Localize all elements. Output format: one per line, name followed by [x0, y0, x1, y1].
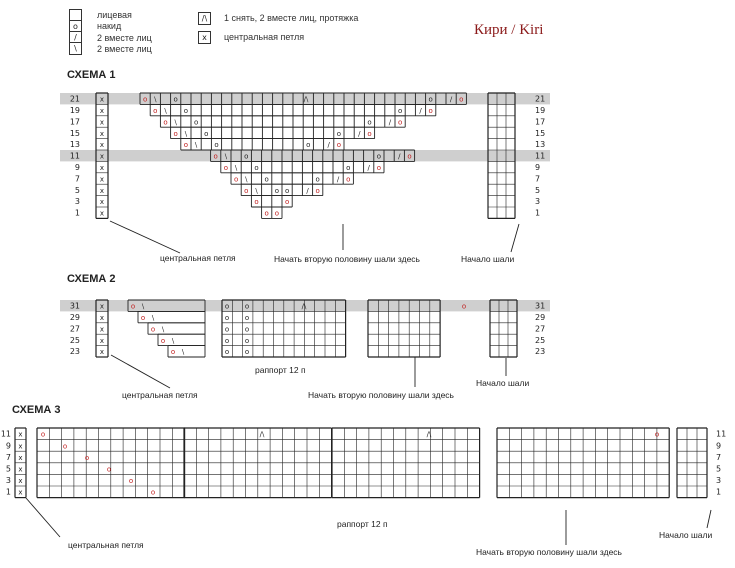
- stitch-symbol: o: [274, 209, 280, 218]
- stitch-symbol: x: [99, 325, 105, 334]
- stitch-symbol: o: [150, 325, 156, 334]
- scheme3-half-note: Начать вторую половину шали здесь: [476, 547, 622, 557]
- scheme1-row-number-right: 3: [535, 197, 541, 207]
- scheme2-half-note: Начать вторую половину шали здесь: [308, 390, 454, 400]
- stitch-symbol: o: [274, 186, 280, 195]
- scheme1-row-number-left: 5: [74, 185, 80, 195]
- stitch-symbol: /: [336, 175, 340, 184]
- stitch-symbol: x: [99, 95, 105, 104]
- stitch-symbol: x: [18, 430, 23, 439]
- stitch-symbol: o: [346, 163, 351, 172]
- legend-center-stitch-label: центральная петля: [224, 32, 305, 42]
- stitch-symbol: o: [428, 95, 433, 104]
- stitch-symbol: \: [181, 348, 185, 357]
- stitch-symbol: o: [193, 118, 199, 127]
- scheme1-row-number-left: 1: [74, 208, 80, 218]
- stitch-symbol: o: [376, 163, 382, 172]
- legend-cdd-label: 1 снять, 2 вместе лиц, протяжка: [224, 13, 359, 23]
- stitch-symbol: o: [150, 488, 156, 497]
- stitch-symbol: o: [254, 163, 259, 172]
- stitch-symbol: o: [244, 186, 249, 195]
- stitch-symbol: o: [128, 477, 134, 486]
- stitch-symbol: o: [315, 175, 320, 184]
- stitch-symbol: o: [654, 430, 660, 439]
- legend-yarn-over-label: накид: [97, 21, 122, 31]
- stitch-symbol: x: [99, 118, 105, 127]
- stitch-symbol: o: [106, 465, 112, 474]
- stitch-symbol: \: [161, 325, 165, 334]
- stitch-symbol: o: [224, 313, 230, 322]
- stitch-symbol: o: [183, 141, 189, 150]
- scheme2-center-note: центральная петля: [122, 390, 198, 400]
- scheme1-row-number-right: 17: [535, 117, 546, 127]
- stitch-symbol: /\: [259, 430, 265, 439]
- scheme3-row-number-left: 5: [5, 464, 11, 474]
- legend-center-stitch-symbol: x: [198, 31, 211, 44]
- scheme3-row-number-left: 7: [5, 452, 11, 462]
- scheme2-row-number-right: 27: [535, 324, 546, 334]
- stitch-symbol: x: [99, 198, 105, 207]
- stitch-symbol: o: [284, 198, 290, 207]
- chart-title: Кири / Kiri: [474, 22, 544, 38]
- scheme1-label: СХЕМА 1: [67, 69, 116, 81]
- scheme2-row-number-right: 29: [535, 312, 546, 322]
- scheme1-row-number-right: 1: [535, 208, 541, 218]
- stitch-symbol: x: [99, 313, 105, 322]
- stitch-symbol: /: [367, 163, 370, 172]
- stitch-symbol: /: [419, 106, 422, 115]
- stitch-symbol: o: [254, 198, 259, 207]
- stitch-symbol: \: [234, 163, 238, 172]
- scheme1-row-number-left: 7: [74, 174, 80, 184]
- scheme1-row-number-right: 9: [535, 162, 541, 172]
- scheme3-row-number-right: 5: [716, 464, 722, 474]
- stitch-symbol: o: [224, 336, 230, 345]
- stitch-symbol: o: [173, 95, 178, 104]
- stitch-symbol: /: [306, 186, 309, 195]
- stitch-symbol: o: [397, 118, 403, 127]
- stitch-symbol: /: [358, 129, 361, 138]
- scheme1-start-note: Начало шали: [461, 254, 515, 264]
- stitch-symbol: o: [459, 95, 464, 104]
- scheme2-label: СХЕМА 2: [67, 273, 116, 285]
- stitch-symbol: \: [164, 106, 167, 115]
- scheme3-row-number-right: 1: [716, 487, 722, 497]
- stitch-symbol: \: [154, 95, 157, 104]
- stitch-symbol: o: [224, 302, 230, 311]
- stitch-symbol: o: [376, 152, 382, 161]
- scheme1-row-number-left: 13: [69, 140, 80, 150]
- scheme2-row-number-right: 31: [535, 301, 546, 311]
- scheme2-row-number-left: 25: [69, 335, 80, 345]
- stitch-symbol: \: [224, 152, 228, 161]
- scheme2-center-pointer: [111, 355, 170, 388]
- stitch-symbol: /: [398, 152, 401, 161]
- scheme3-row-number-left: 3: [5, 476, 11, 486]
- scheme1-row-number-right: 21: [535, 94, 546, 104]
- stitch-symbol: o: [244, 325, 250, 334]
- scheme3-row-number-left: 9: [5, 441, 11, 451]
- scheme3-label: СХЕМА 3: [12, 404, 61, 416]
- scheme2-row-number-left: 27: [69, 324, 80, 334]
- scheme3-row-number-right: 9: [716, 441, 722, 451]
- stitch-symbol: o: [264, 209, 269, 218]
- stitch-symbol: /: [327, 141, 330, 150]
- stitch-symbol: \: [151, 313, 155, 322]
- scheme1-row-number-right: 11: [535, 151, 546, 161]
- scheme1-row-number-left: 21: [69, 94, 80, 104]
- scheme1-center-pointer: [110, 221, 180, 253]
- stitch-symbol: x: [18, 465, 23, 474]
- legend-k2tog-label: 2 вместе лиц: [97, 33, 152, 43]
- stitch-symbol: o: [84, 453, 90, 462]
- stitch-symbol: o: [224, 325, 230, 334]
- stitch-symbol: /\: [426, 430, 432, 439]
- scheme1-row-number-right: 13: [535, 140, 546, 150]
- legend-yarn-over-symbol: o: [69, 20, 82, 33]
- stitch-symbol: \: [245, 175, 248, 184]
- scheme1-row-number-right: 7: [535, 174, 541, 184]
- stitch-symbol: x: [99, 348, 105, 357]
- stitch-symbol: x: [18, 488, 23, 497]
- stitch-symbol: o: [233, 175, 239, 184]
- stitch-symbol: o: [213, 152, 218, 161]
- stitch-symbol: \: [174, 118, 177, 127]
- scheme1-row-number-right: 5: [535, 185, 541, 195]
- stitch-symbol: o: [224, 348, 230, 357]
- stitch-symbol: o: [160, 336, 166, 345]
- stitch-symbol: o: [346, 175, 351, 184]
- stitch-symbol: o: [163, 118, 168, 127]
- stitch-symbol: /\: [301, 302, 307, 311]
- scheme3-row-number-right: 11: [716, 429, 727, 439]
- legend-cdd-symbol: /\: [198, 12, 211, 25]
- scheme3-row-number-left: 1: [5, 487, 11, 497]
- stitch-symbol: o: [461, 302, 467, 311]
- stitch-symbol: o: [173, 129, 178, 138]
- stitch-symbol: o: [367, 129, 372, 138]
- stitch-symbol: o: [244, 313, 250, 322]
- stitch-symbol: x: [99, 163, 105, 172]
- stitch-symbol: \: [171, 336, 175, 345]
- scheme1-row-number-left: 9: [74, 162, 80, 172]
- stitch-symbol: o: [284, 186, 290, 195]
- stitch-symbol: o: [183, 106, 189, 115]
- scheme3-repeat-note: раппорт 12 п: [337, 519, 388, 529]
- stitch-symbol: x: [99, 141, 105, 150]
- stitch-symbol: o: [153, 106, 158, 115]
- stitch-symbol: x: [99, 209, 105, 218]
- stitch-symbol: x: [18, 453, 23, 462]
- scheme1-half-note: Начать вторую половину шали здесь: [274, 254, 420, 264]
- scheme2-row-number-right: 23: [535, 347, 546, 357]
- scheme2-row-number-left: 23: [69, 347, 80, 357]
- stitch-symbol: x: [99, 152, 105, 161]
- stitch-symbol: o: [428, 106, 433, 115]
- stitch-symbol: /: [449, 95, 453, 104]
- scheme3-center-note: центральная петля: [68, 540, 144, 550]
- stitch-symbol: x: [99, 175, 105, 184]
- legend-knit-label: лицевая: [97, 10, 132, 20]
- stitch-symbol: x: [99, 129, 105, 138]
- stitch-symbol: o: [407, 152, 412, 161]
- scheme1-center-note: центральная петля: [160, 253, 236, 263]
- scheme1-row-number-right: 19: [535, 105, 546, 115]
- stitch-symbol: /: [388, 118, 392, 127]
- stitch-symbol: o: [367, 118, 372, 127]
- stitch-symbol: x: [99, 336, 105, 345]
- stitch-symbol: o: [264, 175, 269, 184]
- stitch-symbol: o: [336, 141, 342, 150]
- stitch-symbol: \: [184, 129, 188, 138]
- stitch-symbol: o: [244, 348, 250, 357]
- stitch-symbol: x: [18, 477, 23, 486]
- scheme3-row-number-right: 7: [716, 452, 722, 462]
- legend-ssk-symbol: \: [69, 42, 82, 55]
- stitch-symbol: o: [397, 106, 403, 115]
- stitch-symbol: o: [140, 313, 146, 322]
- scheme2-row-number-left: 31: [69, 301, 80, 311]
- legend-k2tog-symbol: /: [69, 31, 82, 44]
- stitch-symbol: /\: [303, 95, 309, 104]
- stitch-symbol: o: [204, 129, 209, 138]
- stitch-symbol: o: [40, 430, 46, 439]
- stitch-symbol: o: [244, 336, 250, 345]
- scheme3-start-note: Начало шали: [659, 530, 713, 540]
- stitch-symbol: o: [306, 141, 311, 150]
- stitch-symbol: o: [130, 302, 136, 311]
- scheme2-repeat-note: раппорт 12 п: [255, 365, 306, 375]
- scheme1-row11-band: [60, 150, 550, 161]
- stitch-symbol: o: [223, 163, 229, 172]
- stitch-symbol: \: [141, 302, 145, 311]
- scheme2-row-number-left: 29: [69, 312, 80, 322]
- scheme3-start-pointer: [707, 510, 711, 528]
- stitch-symbol: o: [62, 442, 68, 451]
- stitch-symbol: x: [99, 106, 105, 115]
- stitch-symbol: o: [142, 95, 148, 104]
- stitch-symbol: o: [170, 348, 176, 357]
- scheme1-row-number-left: 15: [69, 128, 80, 138]
- stitch-symbol: o: [315, 186, 320, 195]
- stitch-symbol: o: [244, 152, 249, 161]
- scheme1-row-number-left: 19: [69, 105, 80, 115]
- stitch-symbol: o: [214, 141, 219, 150]
- scheme1-row-number-right: 15: [535, 128, 546, 138]
- scheme1-row-number-left: 11: [69, 151, 80, 161]
- scheme3-center-pointer: [26, 498, 60, 537]
- stitch-symbol: o: [244, 302, 250, 311]
- scheme1-start-pointer: [511, 224, 519, 252]
- scheme2-start-note: Начало шали: [476, 378, 530, 388]
- scheme2-row-number-right: 25: [535, 335, 546, 345]
- scheme3-row-number-left: 11: [0, 429, 11, 439]
- stitch-symbol: x: [99, 302, 105, 311]
- scheme3-row-number-right: 3: [716, 476, 722, 486]
- scheme1-row-number-left: 17: [69, 117, 80, 127]
- legend-ssk-label: 2 вместе лиц: [97, 44, 152, 54]
- stitch-symbol: \: [194, 141, 198, 150]
- scheme1-row-number-left: 3: [74, 197, 80, 207]
- stitch-symbol: x: [18, 442, 23, 451]
- stitch-symbol: o: [336, 129, 342, 138]
- stitch-symbol: \: [255, 186, 258, 195]
- stitch-symbol: x: [99, 186, 105, 195]
